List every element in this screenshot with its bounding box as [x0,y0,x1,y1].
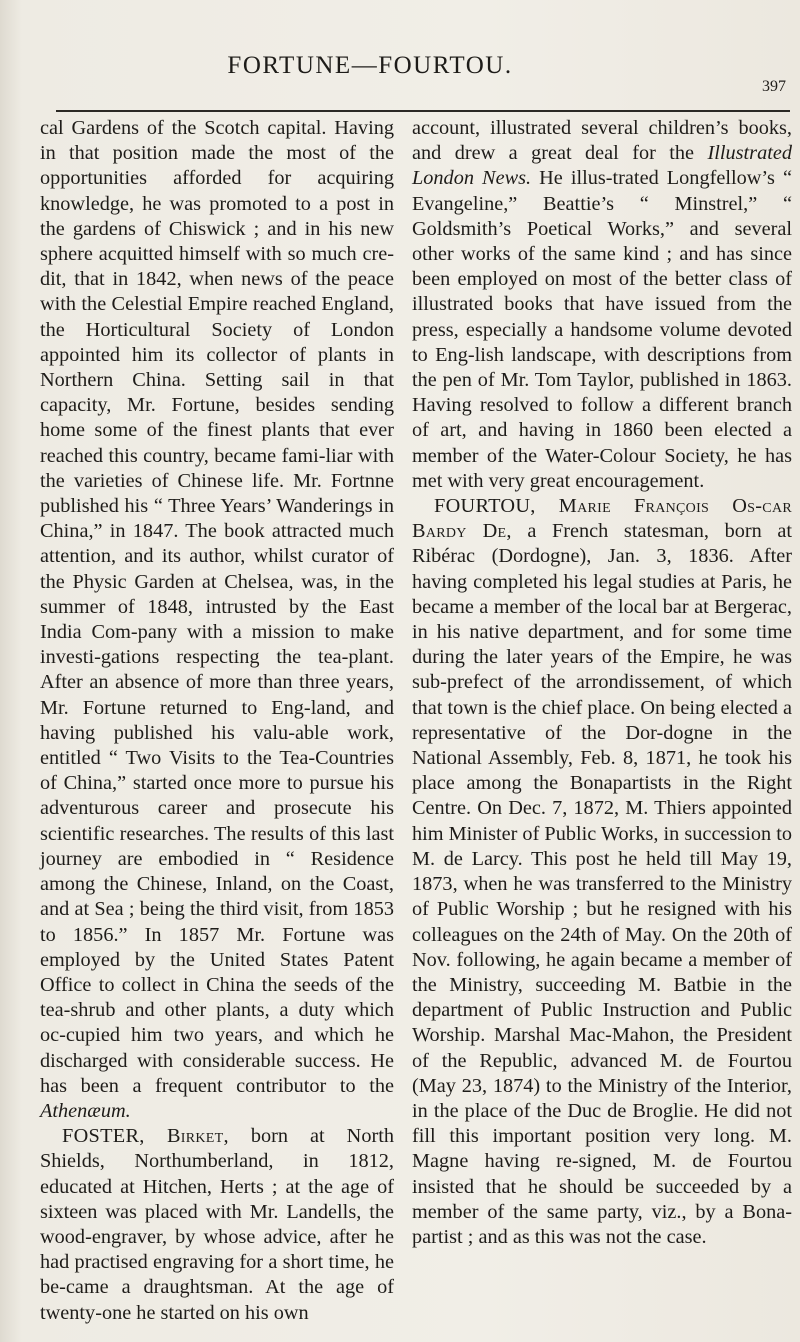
running-header: FORTUNE—FOURTOU. [227,52,513,79]
illustrated-london-news-title: Illustrated London News. [412,142,792,190]
header-rule [56,110,790,112]
foster-text: born at North Shields, Northumberland, in 1812, educated at Hitchen, Herts ; at the age of sixteen was placed with Mr. Landells, the wood-engraver, by whose advice, after he had practised engraving for a short time, he be-came a draughtsman. At the age of twenty-one he started on his own [40,1125,394,1324]
athenaeum-title: Athenæum. [40,1099,131,1122]
foster-text-a: account, illustrated several children’s books, and drew a great deal for the [412,117,792,165]
fourtou-headword: FOURTOU, Marie François Os-car Bardy De, [412,495,792,543]
page-number: 397 [762,78,786,95]
foster-entry-continuation [412,116,792,494]
left-column [40,116,394,1326]
foster-text-b: He illus-trated Longfellow’s “ Evangeline,” Beattie’s “ Minstrel,” “ Goldsmith’s Poetical Works,” and several other works of the same kind ; and has since been employed on most of the better class of illustrated books that have issued from the press, especially a handsome volume devoted to Eng-lish landscape, with descriptions from the pen of Mr. Tom Taylor, published in 1863. Having resolved to follow a different branch of art, and having in 1860 been elected a member of the Water-Colour Society, he has met with very great encouragement. [412,167,792,492]
foster-entry [40,1124,394,1326]
foster-headword: FOSTER, Birket, [62,1125,229,1148]
fortune-text: cal Gardens of the Scotch capital. Having in that position made the most of the opportunities afforded for acquiring knowledge, he was promoted to a post in the gardens of Chiswick ; and in his new sphere acquitted himself with so much cre-dit, that in 1842, when news of the peace with the Celestial Empire reached England, the Horticultural Society of London appointed him its collector of plants in Northern China. Setting sail in that capacity, Mr. Fortune, besides sending home some of the finest plants that ever reached this country, became fami-liar with the varieties of Chinese life. Mr. Fortnne published his “ Three Years’ Wanderings in China,” in 1847. The book attracted much attention, and its author, whilst curator of the Physic Garden at Chelsea, was, in the summer of 1848, intrusted by the East India Com-pany with a mission to make investi-gations respecting the tea-plant. After an absence of more than three years, Mr. Fortune returned to Eng-land, and having published his valu-able work, entitled “ Two Visits to the Tea-Countries of China,” started once more to pursue his adventurous career and prosecute his scientific researches. The results of this last journey are embodied in “ Residence among the Chinese, Inland, on the Coast, and at Sea ; being the third visit, from 1853 to 1856.” In 1857 Mr. Fortune was employed by the United States Patent Office to collect in China the seeds of the tea-shrub and other plants, a duty which oc-cupied him two years, and which he discharged with considerable success. He has been a frequent contributor to the [40,117,394,1097]
fourtou-entry [412,494,792,1250]
fourtou-text: a French statesman, born at Ribérac (Dordogne), Jan. 3, 1836. After having completed his legal studies at Paris, he became a member of the local bar at Bergerac, in his native department, and for some time during the later years of the Empire, he was sub-prefect of the arrondissement, of which that town is the chief place. On being elected a representative of the Dor-dogne in the National Assembly, Feb. 8, 1871, he took his place among the Bonapartists in the Right Centre. On Dec. 7, 1872, M. Thiers appointed him Minister of Public Works, in succession to M. de Larcy. This post he held till May 19, 1873, when he was transferred to the Ministry of Public Worship ; but he resigned with his colleagues on the 24th of May. On the 20th of Nov. following, he again became a member of the Ministry, succeeding M. Batbie in the department of Public Instruction and Public Worship. Marshal Mac-Mahon, the President of the Republic, advanced M. de Fourtou (May 23, 1874) to the Ministry of the Interior, in the place of the Duc de Broglie. He did not fill this important position very long. M. Magne having re-signed, M. de Fourtou insisted that he should be succeeded by a member of the same party, viz., by a Bona-partist ; and as this was not the case. [412,520,792,1248]
right-column [412,116,792,1250]
fortune-entry-continuation [40,116,394,1124]
